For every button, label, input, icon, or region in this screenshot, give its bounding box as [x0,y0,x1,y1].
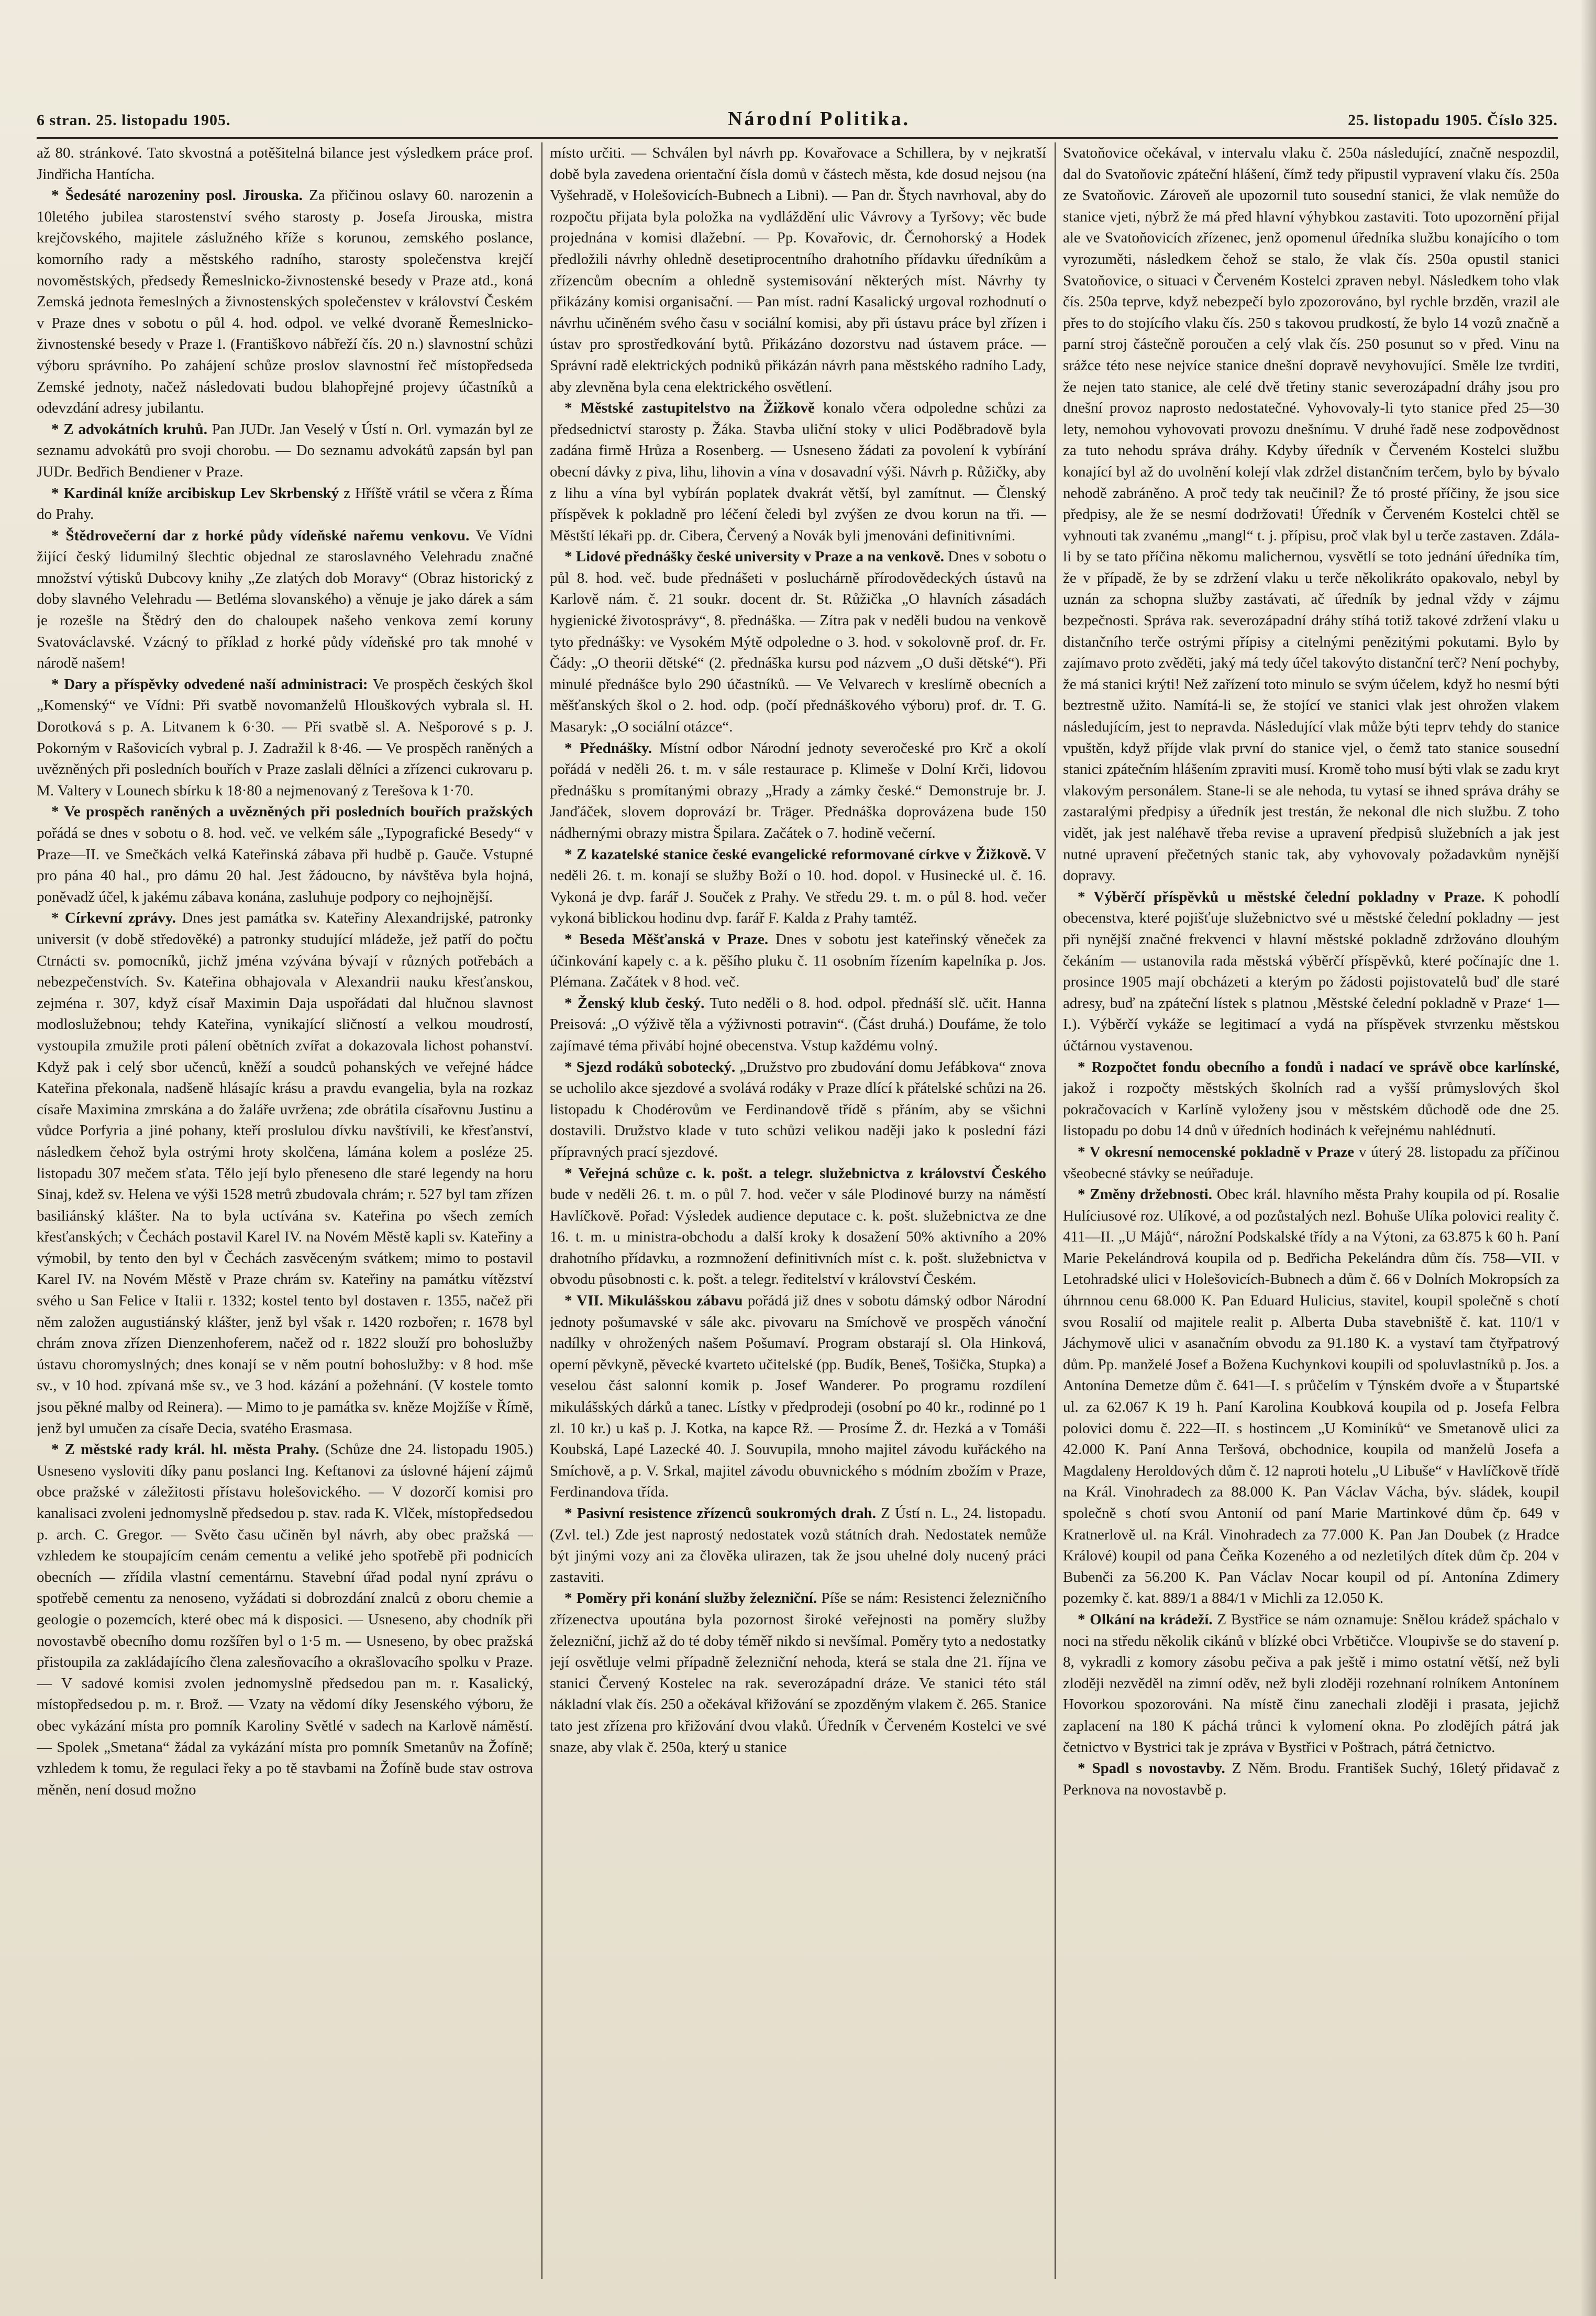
news-item [37,907,533,1439]
news-item-text: (Schůze dne 24. listopadu 1905.) Usneseno vysloviti díky panu poslanci Ing. Keftanovi za úslovné hájení zájmů obce pražské v záležitosti přístavu holešovického. — V dozorčí komisi pro kanalisaci zvoleni jednomyslně předsedou p. stav. rada K. Vlček, místopředsedou p. arch. C. Gregor. — Světo času učiněn byl návrh, aby obec pražská — vzhledem ke stoupajícím cenám cementu a veliké jeho spotřebě při podnicích obecních — zřídila vlastní cementárnu. Stavební úřad podal nyní zprávu o spotřebě cementu za nenoseno, vyžádati si dobrozdání znalců z oboru chemie a geologie o pozemcích, které obec má k disposici. — Usneseno, aby chodník při novostavbě obecního domu rozšířen byl o 1·5 m. — Usneseno, by obec pražská přistoupila za zakládajícího člena zalesňovacího a okrašlovacího spolku v Praze. — V sadové komisi zvolen jednomyslně předsedou pan m. r. Kasalický, místopředsedou p. m. r. Brož. — Vzaty na vědomí díky Jesenského výboru, že obec vykázání místa pro pomník Karoliny Světlé v sadech na Karlově náměstí. — Spolek „Smetana“ žádal za vykázání místa pro pomník Smetanův na Žofíně; vzhledem k tomu, že regulaci řeky a po tě stavbami na Žofíně bude stav ostrova měněn, není dosud možno [37,1441,533,1798]
news-item-heading: * Kardinál kníže arcibiskup Lev Skrbenský [51,484,339,502]
news-item-text: „Družstvo pro zbudování domu Jefábkova“ znova se ucholilo akce sjezdové a svolává rodáky v Praze dlící k přátelské schůzi na 26. listopadu k Chodérovům ve Ferdinandově třídě s přáním, aby se všichni dostavili. Družstvo klade v tuto schůzi velikou naději jako k poslední fázi přípravných prací sjezdové. [550,1058,1046,1160]
news-item-text: bude v neděli 26. t. m. o půl 7. hod. večer v sále Plodinové burzy na náměstí Havlíčkově. Pořad: Výsledek audience deputace c. k. pošt. služebnictva ze dne 16. t. m. u ministra-obchodu a další kroky k dosažení 50% aktivního a 20% drahotního přídavku, a rozmnožení definitivních míst c. k. pošt. služebnictva v obvodu působnosti c. k. pošt. a telegr. ředitelství v království Českém. [550,1186,1046,1288]
news-item [1063,1057,1559,1142]
news-item-heading: * Z advokátních kruhů. [51,420,207,438]
news-item-heading: * Městské zastupitelstvo na Žižkově [564,400,815,417]
news-item [550,929,1046,993]
news-item [1063,1609,1559,1758]
news-item-text: Ve Vídni žijící český lidumilný šlechtic objednal ze staroslavného Velehradu značné množství výtisků Dubcovy knihy „Ze zlatých dob Moravy“ (Obraz historický z doby slavného Velehradu — Betléma slovanského) a věnuje je jako dárek a sám je rozešle na Štědrý den do chaloupek našeho venkova zemí koruny Svatováclavské. Vzácný to příklad z horké půdy vídeňské pro tak mnohé v národě našem! [37,527,533,672]
column-divider [541,142,542,2279]
article-continuation [1063,142,1559,886]
news-item-heading: * Z kazatelské stanice české evangelické reformované církve v Žižkově. [564,846,1031,863]
column-1 [37,142,533,2279]
news-item-heading: * Pasivní resistence zřízenců soukromých drah. [564,1505,877,1522]
news-item-text: Z Ústí n. L., 24. listopadu. (Zvl. tel.) Zde jest naprostý nedostatek vozů státních drah. Nedostatek nemůže být jinými vozy ani za člověka ulirazen, tak že jsou uhelné doly nucený práci zastaviti. [550,1505,1046,1586]
news-item-text: Za přičinou oslavy 60. narozenin a 10letého jubilea starostenství svého starosty p. Josefa Jirouska, mistra krejčovského, majitele záslužného kříže s korunou, zemského poslance, komorního rady a městského radního, starosty společenstva krejčí novoměstských, předsedy Řemeslnicko-živnostenské besedy v Praze atd., koná Zemská jednota řemeslných a živnostenských společenstev v království Českém v Praze dnes v sobotu o půl 4. hod. odpol. ve velké dvoraně Řemeslnicko-živnostenské besedy v Praze I. (Františkovo nábřeží čís. 20 n.) slavnostní schůzi výboru správního. Po zahájení schůze proslov slavnostní řeč místopředseda Zemské jednoty, načež následovati budou blahopřejné projevy účastníků a odevzdání adresy jubilantu. [37,187,533,417]
news-item-heading: * Dary a příspěvky odvedené naší administraci: [51,675,368,693]
news-item-text: Pan JUDr. Jan Veselý v Ústí n. Orl. vymazán byl ze seznamu advokátů pro svoji chorobu. — Do seznamu advokátů zapsán byl pan JUDr. Bedřich Bendiener v Praze. [37,420,533,480]
column-3 [1063,142,1559,2279]
header-rule [37,137,1558,139]
news-item-text: Z Bystřice se nám oznamuje: Snělou krádež spáchalo v noci na středu několik cikánů v blízké obci Vrbětičce. Vloupivše se do stavení p. 8, vykradli z komory zásobu pečiva a pak ještě i mimo ostatní větší, než byli zloději nezvěděl na zimní oděv, než byli zloději rozehnaní rolníkem Antonínem Hovorkou spozorováni. Na místě činu zanechali zloději i prasata, jejichž zaplacení na 180 K páchá trůnci k vylomení okna. Po zlodějích pátrá jak četnictvo v Bystrici tak je zpráva v Bystřici v Poštrach, pátrá četnictvo. [1063,1611,1559,1756]
news-item [1063,886,1559,1057]
news-item [37,674,533,802]
news-item-heading: * Rozpočtet fondu obecního a fondů i nadací ve správě obce karlínské, [1078,1058,1559,1076]
news-item [550,1588,1046,1758]
page-header [37,107,1558,134]
news-item-text: Píše se nám: Resistenci železničního zřízenectva upoutána byla pozornost široké veřejnosti na poměry služby železniční, jichž až do té doby téměř nikdo si nevšímal. Poměry tyto a nedostatky její osvětluje velmi případně železniční nehoda, která se stala dne 21. října ve stanici Červený Kostelec na rak. severozápadní dráze. Ve stanici této stál nákladní vlak čís. 250 a očekával křižování se zpozděným vlakem č. 265. Stanice tato jest zřízena pro křižování dvou vlaků. Úředník v Červeném Kostelci ve své snaze, aby vlak č. 250a, který u stanice [550,1590,1046,1756]
news-item [550,844,1046,929]
news-item-heading: * Ženský klub český. [564,994,705,1012]
news-item-text: z Hříště vrátil se včera z Říma do Prahy. [37,484,533,523]
news-item-text: Ve prospěch českých škol „Komenský“ ve Vídni: Při svatbě novomanželů Hlouškových vybrala sl. H. Dorotková s p. A. Litvanem k 6·30. — Při svatbě sl. A. Nešporové s p. J. Pokorným v Rašovicích vybral p. J. Zadražil k 8·46. — Ve prospěch raněných a uvězněných při posledních bouřích v Praze zaslali dělníci a zřízenci cukrovaru p. M. Valtery v Lounech sbírku k 18·80 a nejmenovaný z Terešova k 1·70. [37,675,533,799]
news-item [550,993,1046,1057]
news-item-text: Místní odbor Národní jednoty severočeské pro Krč a okolí pořádá v neděli 26. t. m. v sále restaurace p. Klimeše v Dolní Krči, lidovou přednášku s promítanými obrazy „Hrady a zámky české.“ Demonstruje br. J. Janďáček, slovem doprovází br. Träger. Přednáška doprovázena bude 150 nádhernými obrazy mistra Špilara. Začátek o 7. hodině večerní. [550,739,1046,841]
news-item-text: pořádá se dnes v sobotu o 8. hod. več. ve velkém sále „Typografické Besedy“ v Praze—II. ve Smečkách velká Kateřinská zábava při hudbě p. Gauče. Vstupné pro pána 40 hal., pro dámu 20 hal. Jest žádoucno, by návštěva byla hojná, poněvadž účel, k jakému zábava konána, zasluhuje podpory co nejhojnější. [37,825,533,905]
news-item-heading: * Beseda Měšťanská v Praze. [564,930,769,948]
news-item [1063,1184,1559,1609]
news-item-heading: * Výběrčí příspěvků u městské čelední pokladny v Praze. [1078,888,1485,905]
news-item-heading: * Církevní zprávy. [51,910,176,927]
masthead-title: Národní Politika. [728,108,911,130]
news-item-heading: * Poměry při konání služby železniční. [564,1590,817,1607]
news-item-text: místo určiti. — Schválen byl návrh pp. Kovařovace a Schillera, by v nejkratší době byla zavedena orientační čísla domů v částech města, kde dosud nejsou (na Vyšehradě, v Holešovicích-Bubnech a Libni). — Pan dr. Štych navrhoval, aby do rozpočtu přijata byla položka na vydláždění ulic Vávrovy a Tyršovy; věc bude projednána v komisi dlažební. — Pp. Kovařovic, dr. Černohorský a Hodek předložili návrhy ohledně desetiprocentního drahotního přídavku úředníkům a zřízencům obecním a ohledně systemisování některých míst. Návrhy ty přikázány komisi organisační. — Pan míst. radní Kasalický urgoval rozhodnutí o návrhu učiněném svého času v sociální komisi, aby při ústavu práce byl zřízen i ústav pro sprostředkování bytů. Přikázáno dozorstvu nad ústavem práce. — Správní radě elektrických podniků přikázán návrh pana městského radního Lady, aby zlevněna byla cena elektrického osvětlení. [550,145,1046,395]
news-item [550,1163,1046,1291]
news-item-heading: * Spadl s novostavby. [1078,1760,1225,1777]
news-item-text: Dnes v sobotu o půl 8. hod. več. bude přednášeti v posluchárně přírodovědeckých ústavů na Karlově nám. č. 21 soukr. docent dr. St. Růžička „O hlavních zásadách hygienické životosprávy“, 8. přednáška. — Zítra pak v neděli budou na venkově tyto přednášky: ve Vysokém Mýtě odpoledne o 3. hod. v sokolovně prof. dr. Fr. Čády: „O theorii dětské“ (2. přednáška kursu pod názvem „O duši dětské“). Při minulé přednášce bylo 290 účastníků. — Ve Velvarech v kreslírně obecních a měšťanských škol o 2. hod. odp. (počí přednáškového výboru) prof. dr. T. G. Masaryk: „O sociální otázce“. [550,548,1046,736]
news-item [550,546,1046,737]
news-item [37,801,533,907]
news-item-heading: * Šedesáté narozeniny posl. Jirouska. [51,187,303,204]
news-item-heading: * Štědrovečerní dar z horké půdy vídeňské nařemu venkovu. [51,527,470,544]
news-item-text: Dnes v sobotu jest kateřinský věneček za účinkování kapely c. a k. pěšího pluku č. 11 osobním řízením kapelníka p. Jos. Plémana. Začátek v 8 hod. več. [550,930,1046,991]
news-item-heading: * Sjezd rodáků sobotecký. [564,1058,736,1076]
news-item [550,397,1046,546]
news-item-text: jakož i rozpočty městských školních rad a vyšší průmyslových škol pokračovacích v Karlíně vyloženy jsou v městském důchodě ode dne 25. listopadu po dobu 14 dnů v úředních hodinách k veřejnému nahlédnutí. [1063,1080,1559,1139]
page-edge-shadow [1580,0,1596,2316]
news-item-heading: * Olkání na krádeží. [1078,1611,1213,1628]
news-item [1063,1758,1559,1800]
news-item-text: Obec král. hlavního města Prahy koupila od pí. Rosalie Hulíciusové roz. Ulíkové, a od pozůstalých nezl. Bohuše Ulíka polovici reality č. 411—II. „U Májů“, nárožní Podskalské třídy a na Výtoni, za 63.875 k 60 h. Paní Marie Pekelándrová koupila od p. Bedřicha Pekelándra dům čís. 758—VII. v Letohradské ulici v Holešovicích-Bubnech a dům č. 66 v Dolních Mokropsích za úhrnnou cenu 68.000 K. Pan Eduard Hulicius, stavitel, koupil společně s chotí svou Rosalií od majitele realit p. Alberta Duba stavebniště č. kat. 110/1 v Jáchymově ulici v asanačním obvodu za 91.180 K. a vystaví tam čtyřpatrový dům. Pp. manželé Josef a Božena Kuchynkovi koupili od spoluvlastníků p. Jos. a Antonína Demetze dům č. 641—I. s průčelím v Týnském dvoře a v Štupartské ul. za 62.067 K 19 h. Paní Karolina Koubková koupila od p. Josefa Felbra polovici domu č. 222—II. s hostincem „U Kominíků“ ve Smetanově ulici za 42.000 K. Paní Anna Teršová, obchodnice, koupila od manželů Josefa a Magdaleny Heroldových dům č. 12 naproti hotelu „U Libuše“ v Havlíčkově třídě na Král. Vinohradech za 88.000 K. Pan Václav Vácha, býv. sládek, koupil společně s chotí svou Antonií od paní Marie Martinkové dům čp. 649 v Kratnerlově ul. na Král. Vinohradech za 77.000 K. Pan Jan Doubek (z Hradce Králové) koupil od pana Čeňka Kozeného a od nezletilých dítek dům čp. 204 v Bubenči za 56.200 K. Pan Václav Nocar koupil od pí. Antonína Zdimery pozemky č. kat. 889/1 a 884/1 v Michli za 12.050 K. [1063,1186,1559,1607]
news-item-heading: * Z městské rady král. hl. města Prahy. [51,1441,319,1458]
news-item-text: pořádá již dnes v sobotu dámský odbor Národní jednoty pošumavské v sále akc. pivovaru na Smíchově ve prospěch vánoční nadílky v ohrožených našem Pošumaví. Program obstarají sl. Ola Hinková, operní pěvkyně, pěvecké kvarteto učitelské (pp. Budík, Beneš, Tošička, Stupka) a veselou část salonní komik p. Josef Wanderer. Po programu rozdílení mikulášských dárků a tanec. Lístky v předprodeji (osobní po 40 kr., rodinné po 1 zl. 10 kr.) u kaš p. J. Kotka, na kapce Rž. — Prosíme Ž. dr. Hezká a v Tomáši Koubská, Lapé Lazecké 40. J. Souvupila, mnoho majitel závodu kuřáckého na Smíchově, a p. V. Srkal, majitel závodu obuvnického s módním zbožím v Praze, Ferdinandova třída. [550,1292,1046,1501]
news-item [550,1290,1046,1503]
news-item-heading: * V okresní nemocenské pokladně v Praze [1078,1143,1355,1160]
news-item-text: Svatoňovice očekával, v intervalu vlaku č. 250a následující, značně nespozdil, dal do Svatoňovic zpáteční hlášení, čímž tedy připustil vypravení vlaku čís. 250a ze Svatoňovic. Zároveň ale upozornil tuto sousední stanici, že vlak nemůže do stanice vjeti, nýbrž že má před hlavní výhybkou zastaviti. Toto upozornění přijal ale ve Svatoňovicích zřízenec, jenž opomenul úředníka službu konajícího o tom vyrozuměti, následkem čehož se stalo, že vlak čís. 250a opustil stanici Svatoňovice, o situaci v Červeném Kostelci zpraven nebyl. Následkem toho vlak čís. 250a teprve, když nebezpečí bylo zpozorováno, byl rychle brzděn, vrazil ale přes to do stojícího vlaku čís. 250 s takovou prudkostí, že bylo 14 vozů značně a parní stroj částečně poroučen a celý vlak čís. 250 posunut so v před. Vinu na srážce této nese nejvíce stanice dnešní dopravě nevyhovující. Směle lze tvrditi, že nejen tato stanice, ale celé dvě třetiny stanic severozápadní dráhy jsou pro dnešní provoz naprosto nedostatečné. Vyhovovaly-li tyto stanice před 25—30 lety, nemohou vyhovovati provozu dnešnímu. V druhé řadě nese zodpovědnost za tuto nehodu správa dráhy. Kdyby úředník v Červeném Kostelci službu konající byl až do uvolnění kolejí vlak zdržel distančním terčem, bylo by bývalo nehodě zabráněno. A proč tedy tak neučinil? Že tó prosté příčiny, že jsou sice předpisy, ale že se nesmí dodržovati! Úředník v Červeném Kostelci chtěl se vyhnouti tak zvanému „mangl“ t. j. přípisu, proč vlak byl u terče zastaven. Zdála-li by se tato příčina někomu malichernou, vysvětlí se toto jednání úředníka tím, že v případě, že by se zdržení vlaku u terče několikráto opakovalo, nebyl by uznán za schopna služby zastávati, ač úředník by jednal vždy v zájmu bezpečnosti. Správa rak. severozápadní dráhy stíhá totiž takové zdržení vlaku u distančního terče ostrými přípisy a citelnými penězitými pokutami. Bylo by zajímavo proto zvěděti, jaký má tedy účel takovýto distanční terč? Není pochyby, že má stanici krýti! Než zařízení toto minulo se svým účelem, když ho nesmí býti beztrestně užito. Namítá-li se, že stojící ve stanici vlak jest ohrožen vlakem následujícím, jest to nepravda. Následující vlak může býti teprv tehdy do stanice vpuštěn, když příjde vlak první do stanice vjel, o čemž tato stanice sousední stanici zpátečním hlášením zpraviti musí. Kromě toho musí býti vlak se zadu kryt vlakovým personálem. Stane-li se ale nehoda, tu vytasí se ihned správa dráhy se zastaralými předpisy a úředník jest trestán, že nekonal dle nich službu. Z toho vidět, jak jest naléhavě třeba revise a upravení předpisů služebních a jak jest nutné upravení přečetných stanic tak, aby vyhovovaly požadavkům nynější dopravy. [1063,145,1559,884]
news-item-heading: * Změny držebnosti. [1078,1186,1213,1203]
news-item-heading: * VII. Mikulášskou zábavu [564,1292,743,1310]
news-item [550,1503,1046,1588]
news-item-text: v úterý 28. listopadu za příčinou všeobecné stávky se neúřaduje. [1063,1143,1559,1182]
news-item-text: Dnes jest památka sv. Kateřiny Alexandrijské, patronky universit (v době středověké) a patronky studující mládeže, jež patří do počtu Ctrnácti sv. pomocníků, jichž jména vzývána bývají v různých potřebách a nebezpečenstvích. Sv. Kateřina obhajovala v Alexandrii nauku křesťanskou, zejména r. 307, když císař Maximin Daja uspořádati dal hlučnou slavnost modloslužebnou; tehdy Kateřina, vynikající sličností a velkou moudrostí, vystoupila zmužile proti pálení obětních zvířat a dokazovala lichost pohanství. Když pak i celý sbor učenců, kněží a soudců pohanských ve veřejné hádce Kateřina překonala, nadšeně hlásajíc krásu a pravdu evangelia, byla na rozkaz císaře Maximina zmrskána a do žaláře uvržena; zde obrátila císařovnu Justinu a vůdce Porfyria a jiné pohany, kteří proslulou dívku navštívili, ke křesťanství, následkem čehož byla ostrými hroty skolčena, lámána kolem a posléze 25. listopadu 307 mečem sťata. Tělo její bylo přeneseno dle staré legendy na horu Sinaj, kdež sv. Helena ve výši 1528 metrů zbudovala chrám; r. 527 byl tam zřízen basiliánský klášter. Na to byla uctívána sv. Kateřina po všech zemích křesťanských; v Čechách postavil Karel IV. na Novém Městě kapli sv. Kateřiny a výmobil, by tento den byl v Čechách zasvěceným svátkem; mimo to postavil Karel IV. na Novém Městě v Praze chrám sv. Kateřiny na památku vítězství svého u San Felice v Italii r. 1332; kostel tento byl dostaven r. 1355, načež při něm založen augustiánský klášter, jenž byl však r. 1420 rozbořen; r. 1678 byl chrám znova zřízen Dienzenhoferem, načež od r. 1822 slouží pro bohoslužby ústavu choromyslných; dnes konají se v něm poutní bohoslužby: v 8 hod. mše sv., v 10 hod. zpívaná mše sv., ve 3 hod. kázání a požehnání. (V kostele tomto jsou pěkné malby od Reinera). — Mimo to je památka sv. kněze Mojžíše v Římě, jenž byl umučen za císaře Decia, svatého Erasmasa. [37,910,533,1437]
news-item-text: konalo včera odpoledne schůzi za předsednictví starosty p. Žáka. Stavba uliční stoky v ulici Poděbradově byla zadána firmě Hrůza a Rosenberg. — Usneseno žádati za povolení k vybírání obecní dávky z piva, lihu, lihovin a vína v dosavadní výši. Návrh p. Růžičky, aby z lihu a vína byl vybírán poplatek dvakrát větší, byl zamítnut. — Členský příspěvek k pokladně pro léčení čeledi byl zvýšen ze dvou korun na tři. — Městští lékaři pp. dr. Cibera, Červený a Novák byli jmenováni definitivními. [550,400,1046,544]
column-2 [550,142,1046,2279]
news-item [37,1439,533,1800]
news-item-heading: * Lidové přednášky české university v Praze a na venkově. [564,548,945,566]
news-item-text: až 80. stránkové. Tato skvostná a potěšitelná bilance jest výsledkem práce prof. Jindřicha Hantícha. [37,145,533,183]
news-item-text: V neděli 26. t. m. konají se služby Boží o 10. hod. dopol. v Husinecké ul. č. 16. Vykoná je dvp. farář J. Souček z Prahy. Ve středu 29. t. m. o půl 8. hod. večer vykoná biblickou hodinu dvp. farář F. Kalda z Prahy tamtéž. [550,846,1046,927]
header-right: 25. listopadu 1905. Číslo 325. [1348,112,1558,129]
news-item-heading: * Ve prospěch raněných a uvězněných při posledních bouřích pražských [51,803,533,821]
header-left: 6 stran. 25. listopadu 1905. [37,112,231,129]
news-item [37,419,533,483]
news-item [1063,1142,1559,1184]
article-continuation [37,142,533,185]
news-item [37,525,533,674]
news-item [37,483,533,525]
news-item-heading: * Veřejná schůze c. k. pošt. a telegr. služebnictva z království Českého [564,1165,1046,1182]
news-item-text: Tuto neděli o 8. hod. odpol. přednáší slč. učit. Hanna Preisová: „O výživě těla a výživnosti potravin“. (Část druhá.) Doufáme, že tolo zajímavé téma přivábí hojné obecenstva. Vstup každému volný. [550,994,1046,1054]
news-item [37,185,533,419]
news-item-heading: * Přednášky. [564,739,652,757]
column-divider [1055,142,1056,2279]
news-item [550,1057,1046,1163]
news-item-text: Z Něm. Brodu. František Suchý, 16letý přidavač z Perknova na novostavbě p. [1063,1760,1559,1798]
article-continuation [550,142,1046,397]
news-item-text: K pohodlí obecenstva, které pojišťuje služebnictvo své u městské čelední pokladny — jest při nynější značné frekvenci v hlavní městské pokladně zdržováno dlouhým čekáním — ustanovila rada městská výběrčí příspěvků, které počínajíc dne 1. prosince 1905 mají obcházeti a kterým po žádosti pojistovatelů buď dle staré adresy, buď na zpáteční lístek s platnou ‚Městské čelední pokladně v Praze‘ 1—I.). Výběrčí vykáže se legitimací a vydá na příspěvek stvrzenku městskou účtárnou vystavenou. [1063,888,1559,1054]
news-item [550,738,1046,844]
